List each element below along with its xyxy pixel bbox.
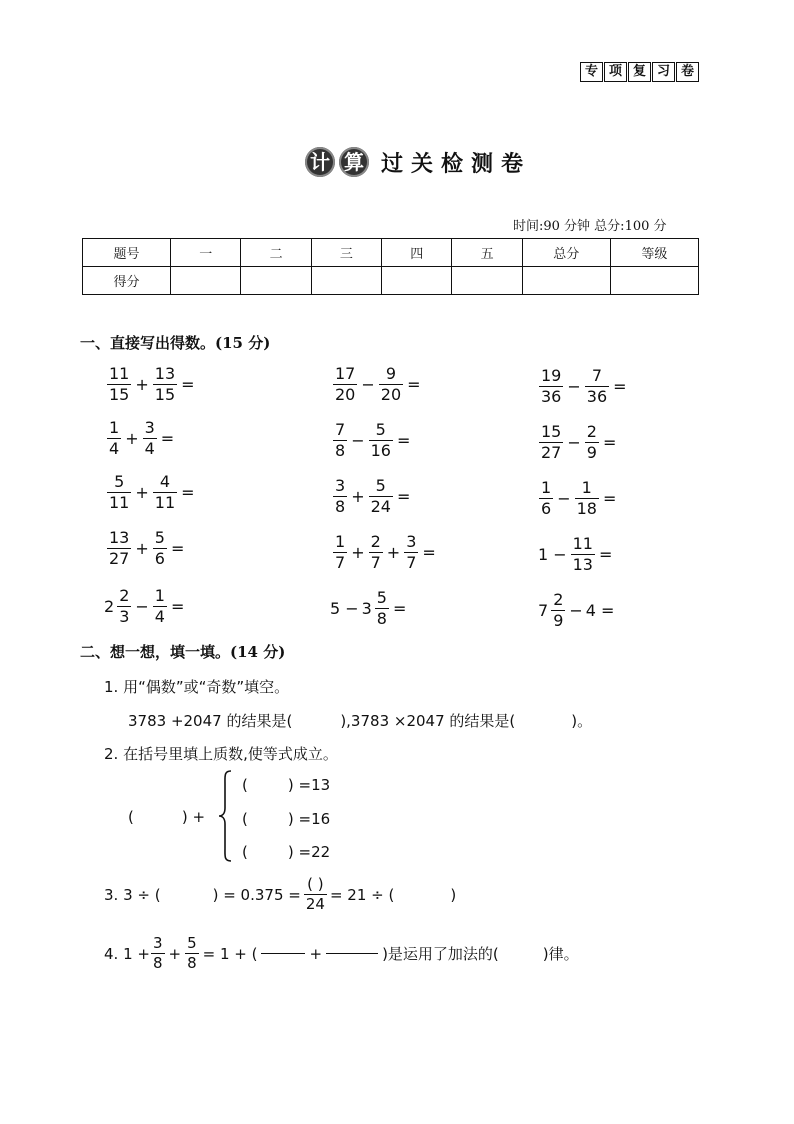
- score-input-cell[interactable]: [610, 267, 698, 295]
- fraction: $\frac{2}{9}$: [586, 422, 597, 462]
- title-badge: 计: [305, 147, 335, 177]
- problem-item: $\frac{5}{11}$ + $\frac{4}{11}$ =: [109, 472, 195, 512]
- fraction: $\frac{5}{11}$: [109, 472, 130, 512]
- fraction: $\frac{15}{27}$: [541, 422, 562, 462]
- title-text: 过关检测卷: [381, 150, 532, 177]
- problem-item: $\frac{17}{20}$ − $\frac{9}{20}$ =: [335, 364, 421, 404]
- section1-title: 一、直接写出得数。(15 分): [80, 334, 271, 352]
- table-cell: 总分: [522, 239, 610, 267]
- fraction: $\frac{5}{6}$: [154, 528, 165, 568]
- table-cell: 得分: [83, 267, 171, 295]
- table-cell: 五: [452, 239, 522, 267]
- problem-item: 5 − 3 $\frac{5}{8}$ =: [330, 588, 407, 628]
- fraction: $\frac{17}{20}$: [335, 364, 356, 404]
- fraction: $\frac{1}{18}$: [576, 478, 597, 518]
- table-cell: 四: [382, 239, 452, 267]
- problem-item: $\frac{11}{15}$ + $\frac{13}{15}$ =: [109, 364, 195, 404]
- table-cell: 一: [171, 239, 241, 267]
- corner-tag-char: 专: [580, 62, 603, 82]
- answer-blank[interactable]: ( ): [307, 875, 324, 893]
- problem-item: $\frac{1}{7}$ + $\frac{2}{7}$ + $\frac{3}{7}$ =: [335, 532, 436, 572]
- corner-tag-char: 卷: [676, 62, 699, 82]
- score-input-cell[interactable]: [241, 267, 311, 295]
- table-cell: 题号: [83, 239, 171, 267]
- fraction: $\frac{5}{16}$: [370, 420, 391, 460]
- score-input-cell[interactable]: [452, 267, 522, 295]
- question-1-body: 3783 +2047 的结果是( ),3783 ×2047 的结果是( )。: [128, 712, 593, 730]
- title-badge: 算: [339, 147, 369, 177]
- problem-item: $\frac{1}{6}$ − $\frac{1}{18}$ =: [541, 478, 617, 518]
- fraction: $\frac{11}{15}$: [109, 364, 130, 404]
- fraction: $\frac{5}{24}$: [370, 476, 391, 516]
- score-table-header-row: [83, 239, 699, 267]
- question-2-left: ( ) +: [128, 808, 206, 826]
- answer-blank[interactable]: [261, 953, 305, 954]
- fraction: $\frac{19}{36}$: [541, 366, 562, 406]
- curly-brace-icon: [218, 770, 232, 862]
- score-input-cell[interactable]: [522, 267, 610, 295]
- fraction: $\frac{2}{7}$: [370, 532, 381, 572]
- fraction: $\frac{1}{4}$: [154, 586, 165, 626]
- question-1-label: 1. 用“偶数”或“奇数”填空。: [104, 678, 290, 696]
- fraction: $\frac{7}{8}$: [335, 420, 346, 460]
- problem-item: $\frac{3}{8}$ + $\frac{5}{24}$ =: [335, 476, 411, 516]
- fraction: $\frac{9}{20}$: [380, 364, 402, 404]
- fraction: $\frac{3}{7}$: [406, 532, 417, 572]
- score-input-cell[interactable]: [382, 267, 452, 295]
- time-info: 时间:90 分钟 总分:100 分: [513, 219, 667, 234]
- table-cell: 等级: [610, 239, 698, 267]
- problem-item: $\frac{7}{8}$ − $\frac{5}{16}$ =: [335, 420, 411, 460]
- corner-tag-char: 习: [652, 62, 675, 82]
- score-table-score-row: [83, 267, 699, 295]
- score-input-cell[interactable]: [311, 267, 381, 295]
- problem-item: $\frac{1}{4}$ + $\frac{3}{4}$ =: [109, 418, 175, 458]
- fraction: $\frac{( )}{24}$: [305, 875, 325, 913]
- problem-item: $\frac{13}{27}$ + $\frac{5}{6}$ =: [109, 528, 185, 568]
- fraction: $\frac{5}{8}$: [187, 934, 197, 972]
- question-2-row: ( ) =13: [242, 776, 331, 794]
- score-input-cell[interactable]: [171, 267, 241, 295]
- table-cell: 三: [311, 239, 381, 267]
- fraction: $\frac{3}{8}$: [335, 476, 346, 516]
- question-2-row: ( ) =16: [242, 810, 331, 828]
- question-3: 3. 3 ÷ ( ) = 0.375 = $\frac{( )}{24}$ = 21 ÷ ( ): [104, 875, 457, 913]
- fraction: $\frac{11}{13}$: [572, 534, 593, 574]
- fraction: $\frac{2}{3}$: [119, 586, 130, 626]
- fraction: $\frac{13}{15}$: [154, 364, 176, 404]
- problem-item: 2 $\frac{2}{3}$ − $\frac{1}{4}$ =: [104, 586, 185, 626]
- score-table: [82, 238, 699, 295]
- table-cell: 二: [241, 239, 311, 267]
- fraction: $\frac{7}{36}$: [586, 366, 608, 406]
- question-4: 4. 1 + $\frac{3}{8}$ + $\frac{5}{8}$ = 1 + ( + )是运用了加法的( )律。: [104, 934, 579, 972]
- fraction: $\frac{3}{8}$: [152, 934, 163, 972]
- corner-tag: [580, 62, 700, 82]
- answer-blank[interactable]: [326, 953, 378, 954]
- section2-title: 二、想一想，填一填。(14 分): [80, 643, 286, 661]
- problem-item: 7 $\frac{2}{9}$ − 4 =: [538, 590, 615, 630]
- fraction: $\frac{1}{4}$: [109, 418, 120, 458]
- corner-tag-char: 复: [628, 62, 651, 82]
- corner-tag-char: 项: [604, 62, 627, 82]
- fraction: $\frac{5}{8}$: [376, 588, 387, 628]
- question-2-row: ( ) =22: [242, 843, 331, 861]
- fraction: $\frac{13}{27}$: [109, 528, 130, 568]
- problem-item: 1 − $\frac{11}{13}$ =: [538, 534, 613, 574]
- fraction: $\frac{1}{7}$: [335, 532, 346, 572]
- page-title: [305, 142, 531, 182]
- fraction: $\frac{2}{9}$: [553, 590, 564, 630]
- fraction: $\frac{3}{4}$: [144, 418, 155, 458]
- problem-item: $\frac{19}{36}$ − $\frac{7}{36}$ =: [541, 366, 627, 406]
- question-2-label: 2. 在括号里填上质数,使等式成立。: [104, 745, 338, 763]
- fraction: $\frac{4}{11}$: [154, 472, 176, 512]
- fraction: $\frac{1}{6}$: [541, 478, 552, 518]
- problem-item: $\frac{15}{27}$ − $\frac{2}{9}$ =: [541, 422, 617, 462]
